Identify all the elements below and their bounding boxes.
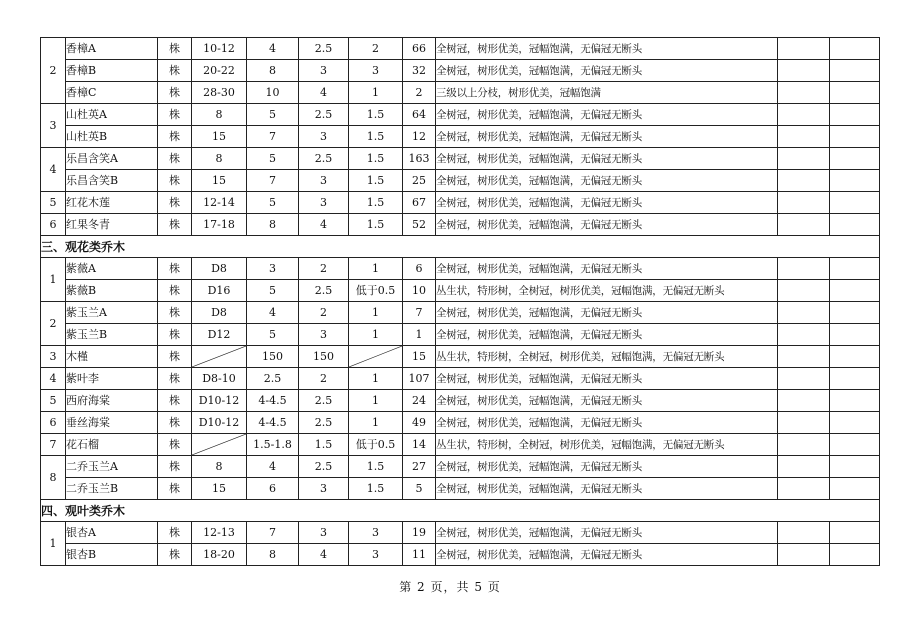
item-height: 5 xyxy=(247,280,299,302)
item-name: 香樟C xyxy=(66,82,158,104)
item-quantity: 5 xyxy=(403,478,436,500)
item-height: 4 xyxy=(247,456,299,478)
table-row xyxy=(41,280,880,302)
empty-cell xyxy=(778,170,830,192)
empty-cell xyxy=(830,368,880,390)
item-quantity: 7 xyxy=(403,302,436,324)
item-name: 山杜英B xyxy=(66,126,158,148)
item-spec: 28-30 xyxy=(192,82,247,104)
item-number: 5 xyxy=(41,192,66,214)
item-quantity: 6 xyxy=(403,258,436,280)
item-description: 全树冠，树形优美，冠幅饱满，无偏冠无断头 xyxy=(436,302,778,324)
item-unit: 株 xyxy=(158,214,192,236)
empty-cell xyxy=(830,280,880,302)
empty-cell xyxy=(778,126,830,148)
item-quantity: 14 xyxy=(403,434,436,456)
table-row xyxy=(41,412,880,434)
item-crown: 3 xyxy=(299,60,349,82)
empty-cell xyxy=(830,390,880,412)
item-unit: 株 xyxy=(158,434,192,456)
item-name: 花石榴 xyxy=(66,434,158,456)
item-number: 1 xyxy=(41,258,66,302)
item-spec: D12 xyxy=(192,324,247,346)
empty-cell xyxy=(778,368,830,390)
table-row xyxy=(41,192,880,214)
empty-cell xyxy=(778,522,830,544)
item-quantity: 2 xyxy=(403,82,436,104)
item-description: 全树冠，树形优美，冠幅饱满，无偏冠无断头 xyxy=(436,126,778,148)
item-number: 4 xyxy=(41,368,66,390)
item-height: 5 xyxy=(247,148,299,170)
item-height: 150 xyxy=(247,346,299,368)
item-spec: 20-22 xyxy=(192,60,247,82)
table-row xyxy=(41,302,880,324)
item-unit: 株 xyxy=(158,104,192,126)
item-number: 3 xyxy=(41,346,66,368)
item-crown: 4 xyxy=(299,544,349,566)
item-crown: 4 xyxy=(299,82,349,104)
item-quantity: 49 xyxy=(403,412,436,434)
item-branch-height: 低于0.5 xyxy=(349,434,403,456)
empty-cell xyxy=(830,522,880,544)
item-branch-height: 1.5 xyxy=(349,456,403,478)
item-branch-height: 1.5 xyxy=(349,148,403,170)
empty-cell xyxy=(778,104,830,126)
item-description: 全树冠，树形优美，冠幅饱满，无偏冠无断头 xyxy=(436,214,778,236)
item-unit: 株 xyxy=(158,522,192,544)
item-crown: 3 xyxy=(299,170,349,192)
item-unit: 株 xyxy=(158,280,192,302)
item-height: 2.5 xyxy=(247,368,299,390)
table-row xyxy=(41,478,880,500)
item-name: 垂丝海棠 xyxy=(66,412,158,434)
item-description: 全树冠，树形优美，冠幅饱满，无偏冠无断头 xyxy=(436,104,778,126)
item-number: 6 xyxy=(41,214,66,236)
item-unit: 株 xyxy=(158,258,192,280)
item-name: 紫薇B xyxy=(66,280,158,302)
item-unit: 株 xyxy=(158,368,192,390)
table-row xyxy=(41,214,880,236)
item-height: 5 xyxy=(247,192,299,214)
item-branch-height: 1.5 xyxy=(349,478,403,500)
item-crown: 2.5 xyxy=(299,104,349,126)
item-height: 5 xyxy=(247,324,299,346)
item-name: 银杏A xyxy=(66,522,158,544)
item-branch-height: 1 xyxy=(349,390,403,412)
item-height: 5 xyxy=(247,104,299,126)
section-row xyxy=(41,236,880,258)
item-height: 1.5-1.8 xyxy=(247,434,299,456)
item-spec: 12-14 xyxy=(192,192,247,214)
item-unit: 株 xyxy=(158,346,192,368)
item-name: 紫叶李 xyxy=(66,368,158,390)
item-quantity: 25 xyxy=(403,170,436,192)
empty-cell xyxy=(778,82,830,104)
item-spec: 10-12 xyxy=(192,38,247,60)
empty-cell xyxy=(830,544,880,566)
empty-cell xyxy=(778,324,830,346)
table-row xyxy=(41,456,880,478)
item-crown: 2.5 xyxy=(299,412,349,434)
item-quantity: 27 xyxy=(403,456,436,478)
empty-cell xyxy=(778,148,830,170)
item-quantity: 67 xyxy=(403,192,436,214)
item-quantity: 11 xyxy=(403,544,436,566)
item-description: 全树冠，树形优美，冠幅饱满，无偏冠无断头 xyxy=(436,412,778,434)
item-quantity: 10 xyxy=(403,280,436,302)
item-name: 紫薇A xyxy=(66,258,158,280)
empty-cell xyxy=(830,434,880,456)
item-crown: 2.5 xyxy=(299,280,349,302)
item-branch-height: 1 xyxy=(349,412,403,434)
item-branch-height: 1 xyxy=(349,302,403,324)
item-branch-height: 1 xyxy=(349,368,403,390)
section-title: 三、观花类乔木 xyxy=(41,236,880,258)
item-description: 全树冠，树形优美，冠幅饱满，无偏冠无断头 xyxy=(436,544,778,566)
empty-cell xyxy=(830,148,880,170)
empty-cell xyxy=(830,170,880,192)
item-crown: 2.5 xyxy=(299,390,349,412)
item-description: 丛生状，特形树，全树冠，树形优美，冠幅饱满，无偏冠无断头 xyxy=(436,346,778,368)
item-unit: 株 xyxy=(158,390,192,412)
item-height: 7 xyxy=(247,170,299,192)
item-number: 2 xyxy=(41,302,66,346)
item-unit: 株 xyxy=(158,82,192,104)
table-row xyxy=(41,104,880,126)
empty-cell xyxy=(830,60,880,82)
item-quantity: 24 xyxy=(403,390,436,412)
item-name: 红果冬青 xyxy=(66,214,158,236)
empty-cell xyxy=(830,478,880,500)
item-crown: 2.5 xyxy=(299,456,349,478)
item-name: 香樟A xyxy=(66,38,158,60)
price-table-page xyxy=(40,37,879,566)
item-height: 7 xyxy=(247,522,299,544)
item-description: 全树冠，树形优美，冠幅饱满，无偏冠无断头 xyxy=(436,324,778,346)
empty-cell xyxy=(830,82,880,104)
item-quantity: 107 xyxy=(403,368,436,390)
item-name: 紫玉兰B xyxy=(66,324,158,346)
item-height: 8 xyxy=(247,544,299,566)
empty-cell xyxy=(830,412,880,434)
item-branch-height: 3 xyxy=(349,60,403,82)
item-quantity: 15 xyxy=(403,346,436,368)
table-row xyxy=(41,38,880,60)
item-branch-height: 1.5 xyxy=(349,126,403,148)
item-unit: 株 xyxy=(158,126,192,148)
item-crown: 3 xyxy=(299,192,349,214)
item-spec: 15 xyxy=(192,170,247,192)
item-description: 全树冠，树形优美，冠幅饱满，无偏冠无断头 xyxy=(436,368,778,390)
item-number: 1 xyxy=(41,522,66,566)
empty-cell xyxy=(778,390,830,412)
item-height: 6 xyxy=(247,478,299,500)
item-spec-blank xyxy=(192,346,247,368)
item-unit: 株 xyxy=(158,544,192,566)
item-name: 木槿 xyxy=(66,346,158,368)
item-crown: 2 xyxy=(299,258,349,280)
item-height: 4 xyxy=(247,302,299,324)
item-height: 7 xyxy=(247,126,299,148)
item-spec: 15 xyxy=(192,126,247,148)
empty-cell xyxy=(830,192,880,214)
empty-cell xyxy=(778,280,830,302)
empty-cell xyxy=(778,434,830,456)
item-number: 4 xyxy=(41,148,66,192)
item-branch-height: 1.5 xyxy=(349,170,403,192)
item-branch-height: 1 xyxy=(349,324,403,346)
item-name: 二乔玉兰B xyxy=(66,478,158,500)
item-name: 乐昌含笑B xyxy=(66,170,158,192)
empty-cell xyxy=(778,60,830,82)
empty-cell xyxy=(778,544,830,566)
item-spec: 12-13 xyxy=(192,522,247,544)
empty-cell xyxy=(830,302,880,324)
item-spec-blank xyxy=(192,434,247,456)
item-spec: 17-18 xyxy=(192,214,247,236)
item-branch-height: 1.5 xyxy=(349,104,403,126)
item-spec: 15 xyxy=(192,478,247,500)
item-description: 全树冠，树形优美，冠幅饱满，无偏冠无断头 xyxy=(436,60,778,82)
table-row xyxy=(41,522,880,544)
item-description: 全树冠，树形优美，冠幅饱满，无偏冠无断头 xyxy=(436,148,778,170)
item-spec: D8 xyxy=(192,302,247,324)
item-spec: 8 xyxy=(192,104,247,126)
item-unit: 株 xyxy=(158,170,192,192)
item-number: 5 xyxy=(41,390,66,412)
table-row xyxy=(41,258,880,280)
empty-cell xyxy=(778,302,830,324)
item-crown: 2 xyxy=(299,368,349,390)
item-name: 二乔玉兰A xyxy=(66,456,158,478)
item-description: 全树冠，树形优美，冠幅饱满，无偏冠无断头 xyxy=(436,38,778,60)
empty-cell xyxy=(778,478,830,500)
item-number: 3 xyxy=(41,104,66,148)
item-unit: 株 xyxy=(158,192,192,214)
item-quantity: 12 xyxy=(403,126,436,148)
item-name: 香樟B xyxy=(66,60,158,82)
item-unit: 株 xyxy=(158,456,192,478)
item-branch-height: 1.5 xyxy=(349,214,403,236)
table-row xyxy=(41,60,880,82)
item-description: 全树冠，树形优美，冠幅饱满，无偏冠无断头 xyxy=(436,478,778,500)
item-branch-height: 3 xyxy=(349,544,403,566)
item-branch-height: 3 xyxy=(349,522,403,544)
item-description: 全树冠，树形优美，冠幅饱满，无偏冠无断头 xyxy=(436,258,778,280)
item-quantity: 66 xyxy=(403,38,436,60)
item-crown: 2 xyxy=(299,302,349,324)
table-row xyxy=(41,82,880,104)
item-description: 丛生状，特形树，全树冠，树形优美，冠幅饱满，无偏冠无断头 xyxy=(436,434,778,456)
item-crown: 3 xyxy=(299,324,349,346)
empty-cell xyxy=(830,104,880,126)
item-crown: 3 xyxy=(299,126,349,148)
item-branch-height: 2 xyxy=(349,38,403,60)
item-name: 乐昌含笑A xyxy=(66,148,158,170)
item-number: 2 xyxy=(41,38,66,104)
table-row xyxy=(41,126,880,148)
empty-cell xyxy=(778,214,830,236)
empty-cell xyxy=(830,346,880,368)
empty-cell xyxy=(778,192,830,214)
table-row xyxy=(41,434,880,456)
empty-cell xyxy=(830,126,880,148)
item-crown: 3 xyxy=(299,522,349,544)
item-unit: 株 xyxy=(158,478,192,500)
item-quantity: 163 xyxy=(403,148,436,170)
empty-cell xyxy=(830,456,880,478)
item-quantity: 64 xyxy=(403,104,436,126)
empty-cell xyxy=(830,324,880,346)
table-row xyxy=(41,324,880,346)
empty-cell xyxy=(778,412,830,434)
item-number: 8 xyxy=(41,456,66,500)
item-crown: 4 xyxy=(299,214,349,236)
item-quantity: 19 xyxy=(403,522,436,544)
empty-cell xyxy=(778,258,830,280)
item-unit: 株 xyxy=(158,412,192,434)
item-crown: 2.5 xyxy=(299,148,349,170)
item-crown: 150 xyxy=(299,346,349,368)
page-footer: 第 2 页，共 5 页 xyxy=(399,580,501,594)
item-description: 全树冠，树形优美，冠幅饱满，无偏冠无断头 xyxy=(436,522,778,544)
item-crown: 3 xyxy=(299,478,349,500)
item-height: 4 xyxy=(247,38,299,60)
item-crown: 1.5 xyxy=(299,434,349,456)
item-quantity: 32 xyxy=(403,60,436,82)
table-row xyxy=(41,368,880,390)
table-row xyxy=(41,390,880,412)
item-name: 紫玉兰A xyxy=(66,302,158,324)
item-branch-height: 1 xyxy=(349,82,403,104)
item-name: 山杜英A xyxy=(66,104,158,126)
item-number: 6 xyxy=(41,412,66,434)
item-spec: 18-20 xyxy=(192,544,247,566)
item-branch-height: 1.5 xyxy=(349,192,403,214)
item-name: 西府海棠 xyxy=(66,390,158,412)
empty-cell xyxy=(830,214,880,236)
item-height: 8 xyxy=(247,60,299,82)
item-description: 全树冠，树形优美，冠幅饱满，无偏冠无断头 xyxy=(436,390,778,412)
item-unit: 株 xyxy=(158,38,192,60)
empty-cell xyxy=(778,38,830,60)
item-name: 银杏B xyxy=(66,544,158,566)
section-title: 四、观叶类乔木 xyxy=(41,500,880,522)
item-height: 4-4.5 xyxy=(247,390,299,412)
item-description: 全树冠，树形优美，冠幅饱满，无偏冠无断头 xyxy=(436,170,778,192)
item-spec: 8 xyxy=(192,456,247,478)
item-spec: D8 xyxy=(192,258,247,280)
empty-cell xyxy=(830,38,880,60)
item-name: 红花木莲 xyxy=(66,192,158,214)
item-description: 三级以上分枝，树形优美，冠幅饱满 xyxy=(436,82,778,104)
item-description: 全树冠，树形优美，冠幅饱满，无偏冠无断头 xyxy=(436,192,778,214)
empty-cell xyxy=(830,258,880,280)
section-row xyxy=(41,500,880,522)
table-row xyxy=(41,148,880,170)
item-number: 7 xyxy=(41,434,66,456)
item-unit: 株 xyxy=(158,324,192,346)
item-spec: 8 xyxy=(192,148,247,170)
item-spec: D8-10 xyxy=(192,368,247,390)
item-spec: D10-12 xyxy=(192,412,247,434)
table-row xyxy=(41,544,880,566)
item-unit: 株 xyxy=(158,302,192,324)
item-unit: 株 xyxy=(158,60,192,82)
table-row xyxy=(41,346,880,368)
item-height: 8 xyxy=(247,214,299,236)
item-branch-height: 1 xyxy=(349,258,403,280)
empty-cell xyxy=(778,456,830,478)
item-description: 全树冠，树形优美，冠幅饱满，无偏冠无断头 xyxy=(436,456,778,478)
empty-cell xyxy=(778,346,830,368)
item-spec: D10-12 xyxy=(192,390,247,412)
item-crown: 2.5 xyxy=(299,38,349,60)
item-description: 丛生状，特形树，全树冠，树形优美，冠幅饱满，无偏冠无断头 xyxy=(436,280,778,302)
item-quantity: 52 xyxy=(403,214,436,236)
item-height: 10 xyxy=(247,82,299,104)
item-quantity: 1 xyxy=(403,324,436,346)
table-row xyxy=(41,170,880,192)
item-unit: 株 xyxy=(158,148,192,170)
item-branch-height: 低于0.5 xyxy=(349,280,403,302)
item-branch-height-blank xyxy=(349,346,403,368)
planting-table xyxy=(40,37,880,566)
item-height: 3 xyxy=(247,258,299,280)
item-height: 4-4.5 xyxy=(247,412,299,434)
item-spec: D16 xyxy=(192,280,247,302)
